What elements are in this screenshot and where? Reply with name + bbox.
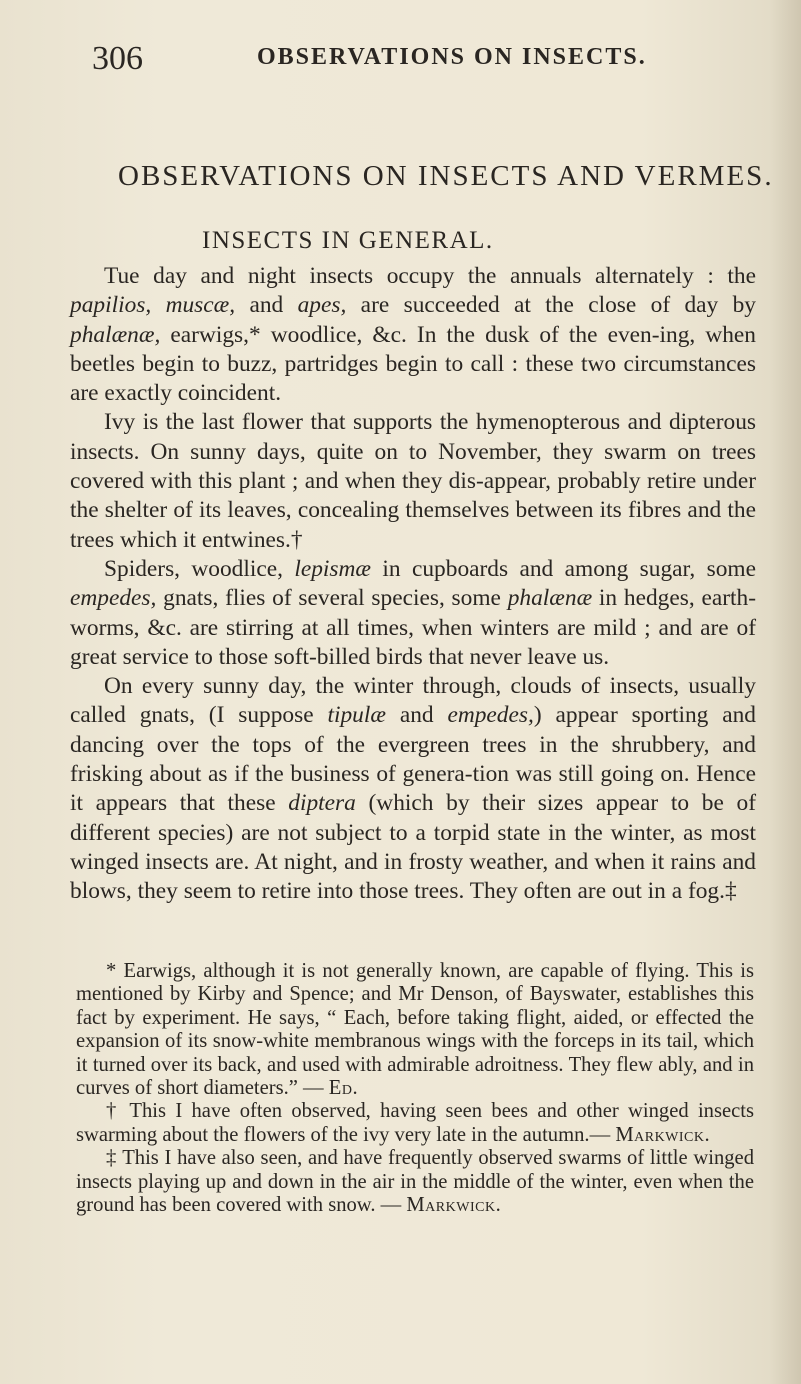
paragraph <box>70 555 756 672</box>
text-run: Tue day and night insects occupy the annuals alternately : the <box>104 263 756 289</box>
text-run: in hedges, earth-worms, &c. are stirring at all times, when winters are mild ; and are of great service to those soft-billed birds that never leave us. <box>70 585 756 670</box>
italic-term: lepismæ <box>294 555 372 582</box>
text-run: and <box>385 702 448 729</box>
footnote <box>76 1147 754 1217</box>
text-run: Ivy is the last flower that supports the hymenopterous and dipterous insects. On sunny days, quite on to November, they swarm on trees covered with this plant ; and when they dis-appear, probably retire under the shelter of its leaves, concealing themselves between its fibres and the trees which it entwines.† <box>70 409 756 553</box>
text-run: are succeeded at the close of day by <box>346 292 756 319</box>
body-text <box>70 262 756 907</box>
text-run: * Earwigs, although it is not generally known, are capable of flying. This is mentioned by Kirby and Spence; and Mr Denson, of Bayswater, establishes this fact by experiment. He says, “ Each, before taking flight, aided, or effected the expansion of its snow-white membranous wings with the forceps in its tail, which it turned over its back, and used with admirable adroitness. They flew ably, and in curves of short diameters.” — <box>76 960 754 1100</box>
page-number: 306 <box>92 40 143 77</box>
subsection-title: INSECTS IN GENERAL. <box>202 227 494 254</box>
text-run: earwigs,* woodlice, &c. In the dusk of the even-ing, when beetles begin to buzz, partridges begin to call : these two circumstances are exactly coincident. <box>70 321 756 407</box>
author-signature: Markwick. <box>406 1194 502 1217</box>
text-run: On every sunny day, the winter through, clouds of insects, usually called gnats, (I suppose <box>70 673 756 729</box>
text-run: in cupboards and among sugar, some <box>371 555 756 582</box>
italic-term: papilios, muscæ, <box>70 292 236 319</box>
author-signature: Markwick. <box>615 1123 711 1146</box>
footnote <box>76 1100 754 1147</box>
text-run: and <box>235 292 298 319</box>
footnote <box>76 960 754 1100</box>
section-title: OBSERVATIONS ON INSECTS AND VERMES. <box>118 160 774 192</box>
text-run: ) appear sporting and dancing over the tops of the evergreen trees in the shrubbery, and frisking about as if the business of genera-tion was still going on. Hence it appears that these <box>70 702 756 817</box>
paragraph <box>70 408 756 554</box>
paragraph <box>70 672 756 906</box>
text-run: † This I have often observed, having seen bees and other winged insects swarming about the flowers of the ivy very late in the autumn.— <box>76 1100 754 1146</box>
text-run: gnats, flies of several species, some <box>156 585 508 612</box>
italic-term: phalænæ, <box>70 321 161 348</box>
text-run: ‡ This I have also seen, and have frequently observed swarms of little winged insects playing up and down in the air in the middle of the winter, even when the ground has been covered with snow. — <box>76 1147 754 1217</box>
italic-term: empedes, <box>447 702 534 729</box>
text-run: Spiders, woodlice, <box>104 555 295 582</box>
text-run: (which by their sizes appear to be of different species) are not subject to a torpid state in the winter, as most winged insects are. At night, and in frosty weather, and when it rains and blows, they seem to retire into those trees. They often are out in a fog.‡ <box>70 790 756 905</box>
running-head-title: OBSERVATIONS ON INSECTS. <box>257 44 647 70</box>
running-head <box>92 40 652 84</box>
italic-term: diptera <box>288 790 356 817</box>
author-signature: Ed. <box>328 1077 359 1100</box>
paragraph <box>70 262 756 408</box>
italic-term: phalænæ <box>507 585 593 612</box>
italic-term: empedes, <box>70 585 157 612</box>
footnotes <box>76 960 754 1217</box>
italic-term: tipulæ <box>327 702 386 729</box>
italic-term: apes, <box>297 292 347 319</box>
